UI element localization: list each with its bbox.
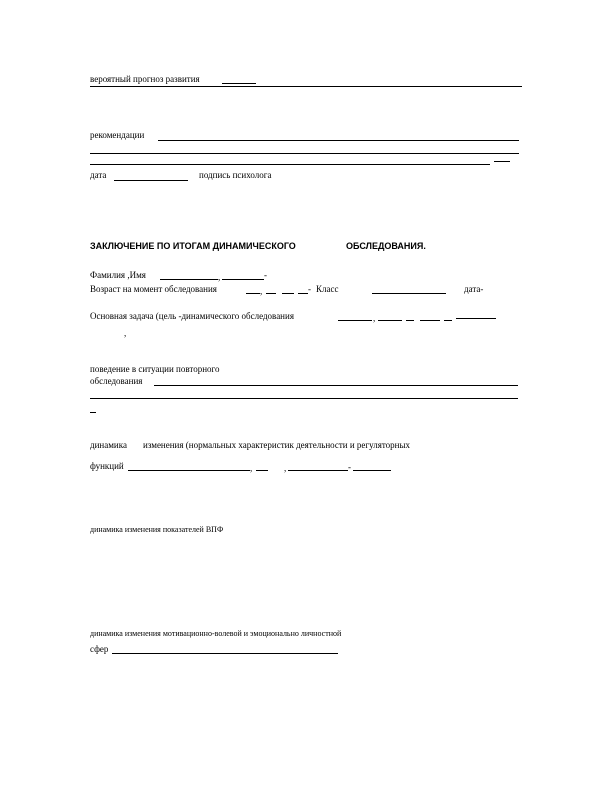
- date-line[interactable]: [114, 180, 188, 181]
- functions-label: функций: [90, 461, 124, 471]
- functions-line-2[interactable]: [256, 470, 268, 471]
- age-line-1[interactable]: [246, 293, 260, 294]
- dynamics-vpf-label: динамика изменения показателей ВПФ: [90, 525, 224, 534]
- main-task-line-6[interactable]: [456, 318, 496, 319]
- behavior-line-2[interactable]: [90, 398, 518, 399]
- recommendations-line-2[interactable]: [90, 153, 519, 154]
- conclusion-title-part2: ОБСЛЕДОВАНИЯ.: [346, 241, 426, 251]
- age-line-2[interactable]: [266, 293, 276, 294]
- class-label: Класс: [316, 284, 339, 294]
- main-task-line-3[interactable]: [406, 320, 414, 321]
- recommendations-label: рекомендации: [90, 130, 145, 140]
- prognosis-short-line: [222, 83, 256, 84]
- date-label: дата: [90, 170, 107, 180]
- age-line-3[interactable]: [282, 293, 294, 294]
- main-task-line-5[interactable]: [444, 320, 452, 321]
- class-line[interactable]: [372, 293, 446, 294]
- prognosis-label: вероятный прогноз развития: [90, 74, 200, 84]
- dynamics-regulatory-label-b: изменения (нормальных характеристик деятельности и регуляторных: [143, 440, 411, 450]
- functions-line-1[interactable]: [128, 470, 250, 471]
- behavior-label-line2: обследования: [90, 376, 143, 386]
- recommendations-line-3-tail: [494, 161, 510, 162]
- conclusion-date-label: дата-: [464, 284, 484, 294]
- name-line[interactable]: [222, 279, 264, 280]
- surname-name-label: Фамилия ,Имя: [90, 270, 146, 280]
- functions-line-3[interactable]: [288, 470, 348, 471]
- dynamics-regulatory-label-a: динамика: [90, 440, 127, 450]
- dynamics-motivation-label: динамика изменения мотивационно-волевой и эмоционально личностной: [90, 629, 342, 638]
- main-task-line-2[interactable]: [378, 320, 402, 321]
- behavior-line-1[interactable]: [154, 385, 518, 386]
- behavior-label-line1: поведение в ситуации повторного: [90, 364, 220, 374]
- main-task-line-4[interactable]: [420, 320, 440, 321]
- behavior-line-3: [90, 412, 96, 413]
- surname-line[interactable]: [160, 279, 218, 280]
- recommendations-line-3[interactable]: [90, 164, 490, 165]
- main-task-line-1[interactable]: [338, 320, 372, 321]
- recommendations-line-1[interactable]: [158, 140, 519, 141]
- sphere-line[interactable]: [112, 653, 338, 654]
- functions-line-4[interactable]: [353, 470, 391, 471]
- prognosis-divider: [90, 86, 522, 87]
- conclusion-title-part1: ЗАКЛЮЧЕНИЕ ПО ИТОГАМ ДИНАМИЧЕСКОГО: [90, 241, 296, 251]
- age-label: Возраст на момент обследования: [90, 284, 217, 294]
- age-line-4[interactable]: [298, 293, 308, 294]
- psychologist-signature-label: подпись психолога: [199, 170, 272, 180]
- sphere-label: сфер: [90, 644, 109, 654]
- main-task-label: Основная задача (цель -динамического обследования: [90, 311, 294, 321]
